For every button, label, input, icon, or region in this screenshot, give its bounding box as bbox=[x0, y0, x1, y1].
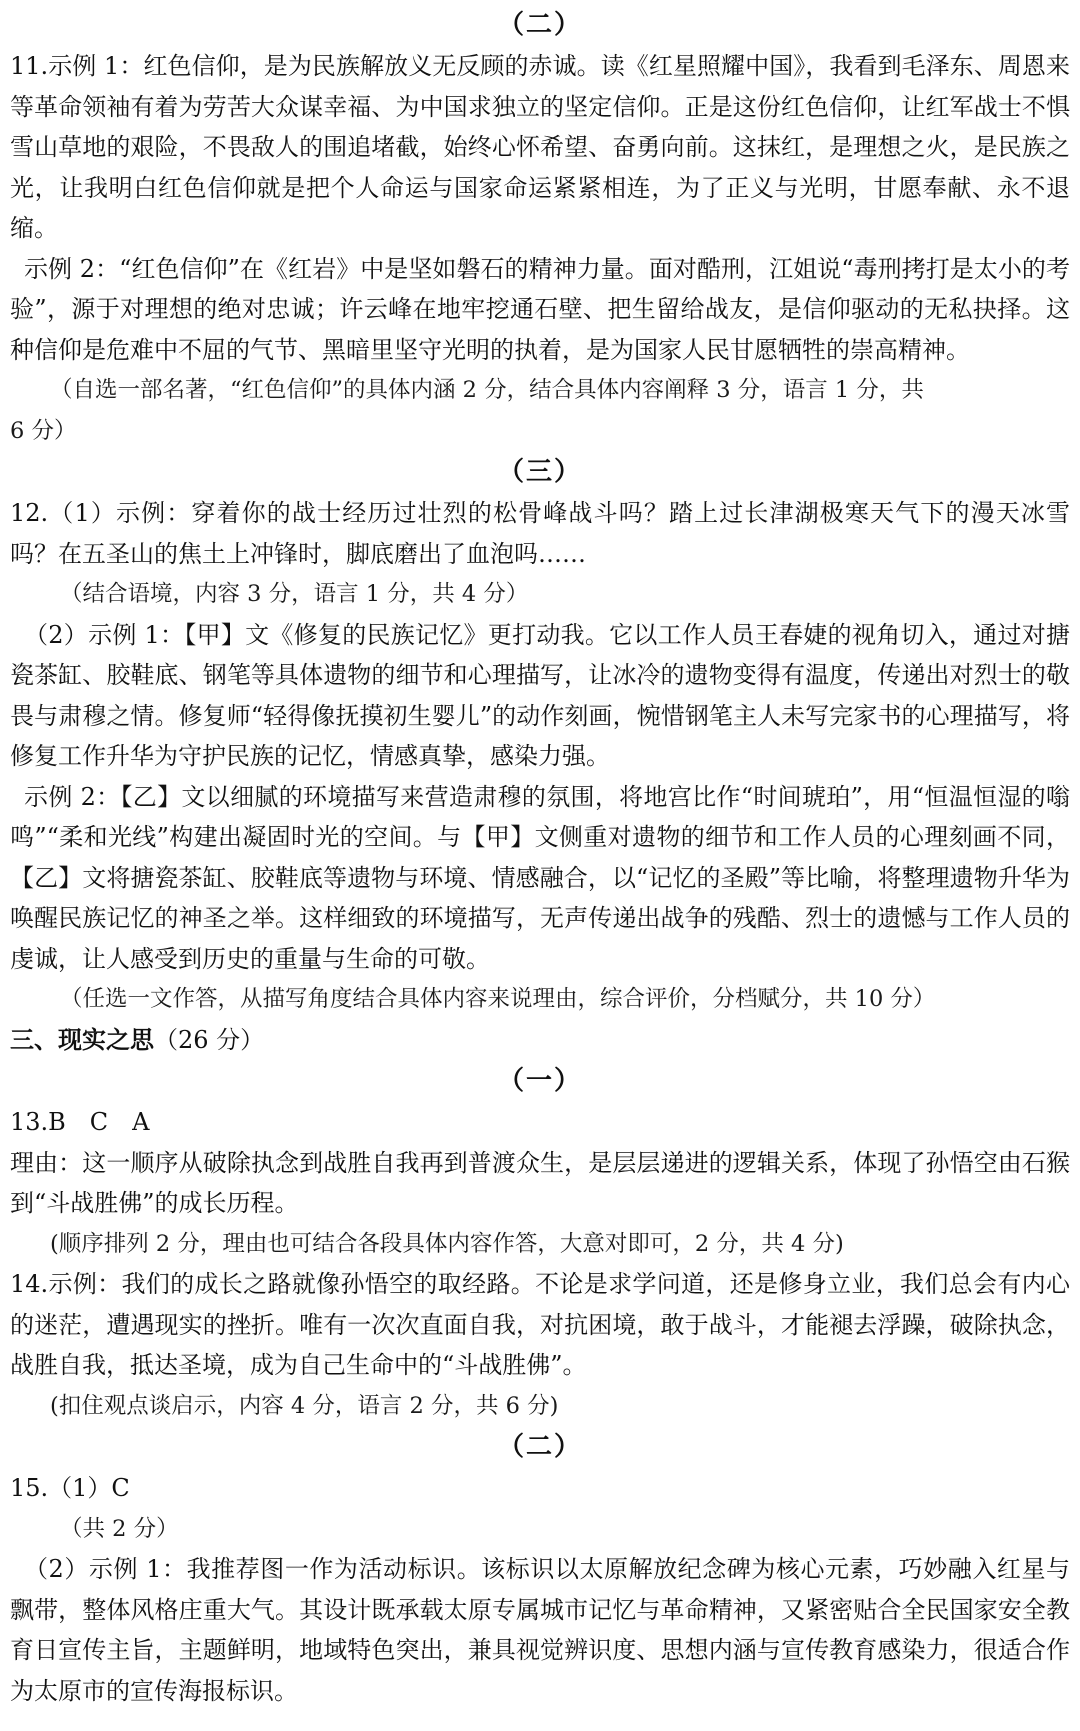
section-title-3-points: （26 分） bbox=[154, 1025, 265, 1054]
answer-11-example-2: 示例 2：“红色信仰”在《红岩》中是坚如磐石的精神力量。面对酷刑，江姐说“毒刑拷打是太小的考验”，源于对理想的绝对忠诚；许云峰在地牢挖通石壁、把生留给战友，是信仰驱动的无私抉择。这种信仰是危难中不屈的气节、黑暗里坚守光明的执着，是为国家人民甘愿牺牲的崇高精神。 bbox=[10, 254, 1070, 364]
section-heading-er: （二） bbox=[497, 10, 582, 40]
answer-12-part-2-example-1: （2）示例 1：【甲】文《修复的民族记忆》更打动我。它以工作人员王春婕的视角切入，通过对搪瓷茶缸、胶鞋底、钢笔等具体遗物的细节和心理描写，让冰冷的遗物变得有温度，传递出对烈士的敬畏与肃穆之情。修复师“轻得像抚摸初生婴儿”的动作刻画，惋惜钢笔主人未写完家书的心理描写，将修复工作升华为守护民族的记忆，情感真挚，感染力强。 bbox=[10, 620, 1070, 770]
scoring-note-12-part-2: （任选一文作答，从描写角度结合具体内容来说理由，综合评价，分档赋分，共 10 分） bbox=[60, 986, 936, 1012]
scoring-note-14: (扣住观点谈启示，内容 4 分，语言 2 分，共 6 分) bbox=[50, 1392, 559, 1419]
answer-13: 13.B C A bbox=[10, 1108, 150, 1136]
answer-15-part-2: （2）示例 1：我推荐图一作为活动标识。该标识以太原解放纪念碑为核心元素，巧妙融入红星与飘带，整体风格庄重大气。其设计既承载太原专属城市记忆与革命精神，又紧密贴合全民国家安全教育日宣传主旨，主题鲜明，地域特色突出，兼具视觉辨识度、思想内涵与宣传教育感染力，很适合作为太原市的宣传海报标识。 bbox=[10, 1555, 1070, 1705]
section-heading-san: （三） bbox=[497, 457, 582, 487]
answer-14: 14.示例：我们的成长之路就像孙悟空的取经路。不论是求学问道，还是修身立业，我们总会有内心的迷茫，遭遇现实的挫折。唯有一次次直面自我，对抗困境，敢于战斗，才能褪去浮躁，破除执念，战胜自我，抵达圣境，成为自己生命中的“斗战胜佛”。 bbox=[10, 1270, 1070, 1379]
section-title-3-label: 三、现实之思 bbox=[10, 1025, 154, 1054]
answer-13-reason: 理由：这一顺序从破除执念到战胜自我再到普渡众生，是层层递进的逻辑关系，体现了孙悟空由石猴到“斗战胜佛”的成长历程。 bbox=[10, 1148, 1070, 1217]
scoring-note-11-line-2: 6 分） bbox=[10, 417, 77, 444]
answer-12-part-1: 12.（1）示例：穿着你的战士经历过壮烈的松骨峰战斗吗？踏上过长津湖极寒天气下的漫天冰雪吗？在五圣山的焦土上冲锋时，脚底磨出了血泡吗…… bbox=[10, 499, 1070, 568]
section-heading-yi: （一） bbox=[497, 1066, 582, 1096]
section-heading-er-2: （二） bbox=[497, 1432, 582, 1462]
answer-12-part-2-example-2: 示例 2：【乙】文以细腻的环境描写来营造肃穆的氛围，将地宫比作“时间琥珀”，用“恒温恒湿的嗡鸣”“柔和光线”构建出凝固时光的空间。与【甲】文侧重对遗物的细节和工作人员的心理刻画不同，【乙】文将搪瓷茶缸、胶鞋底等遗物与环境、情感融合，以“记忆的圣殿”等比喻，将整理遗物升华为唤醒民族记忆的神圣之举。这样细致的环境描写，无声传递出战争的残酷、烈士的遗憾与工作人员的虔诚，让人感受到历史的重量与生命的可敬。 bbox=[10, 782, 1070, 973]
answer-15-part-1: 15.（1）C bbox=[10, 1474, 130, 1502]
scoring-note-11-line-1: （自选一部名著，“红色信仰”的具体内涵 2 分，结合具体内容阐释 3 分，语言 1 分，共 bbox=[50, 377, 924, 403]
scoring-note-13: (顺序排列 2 分，理由也可结合各段具体内容作答，大意对即可，2 分，共 4 分) bbox=[50, 1230, 844, 1257]
answer-11-example-1: 11.示例 1：红色信仰，是为民族解放义无反顾的赤诚。读《红星照耀中国》，我看到毛泽东、周恩来等革命领袖有着为劳苦大众谋幸福、为中国求独立的坚定信仰。正是这份红色信仰，让红军战士不惧雪山草地的艰险，不畏敌人的围追堵截，始终心怀希望、奋勇向前。这抹红，是理想之火，是民族之光，让我明白红色信仰就是把个人命运与国家命运紧紧相连，为了正义与光明，甘愿奉献、永不退缩。 bbox=[10, 52, 1070, 242]
section-title-3 bbox=[10, 1020, 1070, 1061]
scoring-note-12-part-1: （结合语境，内容 3 分，语言 1 分，共 4 分） bbox=[60, 581, 529, 607]
scoring-note-15-part-1: （共 2 分） bbox=[60, 1515, 179, 1542]
